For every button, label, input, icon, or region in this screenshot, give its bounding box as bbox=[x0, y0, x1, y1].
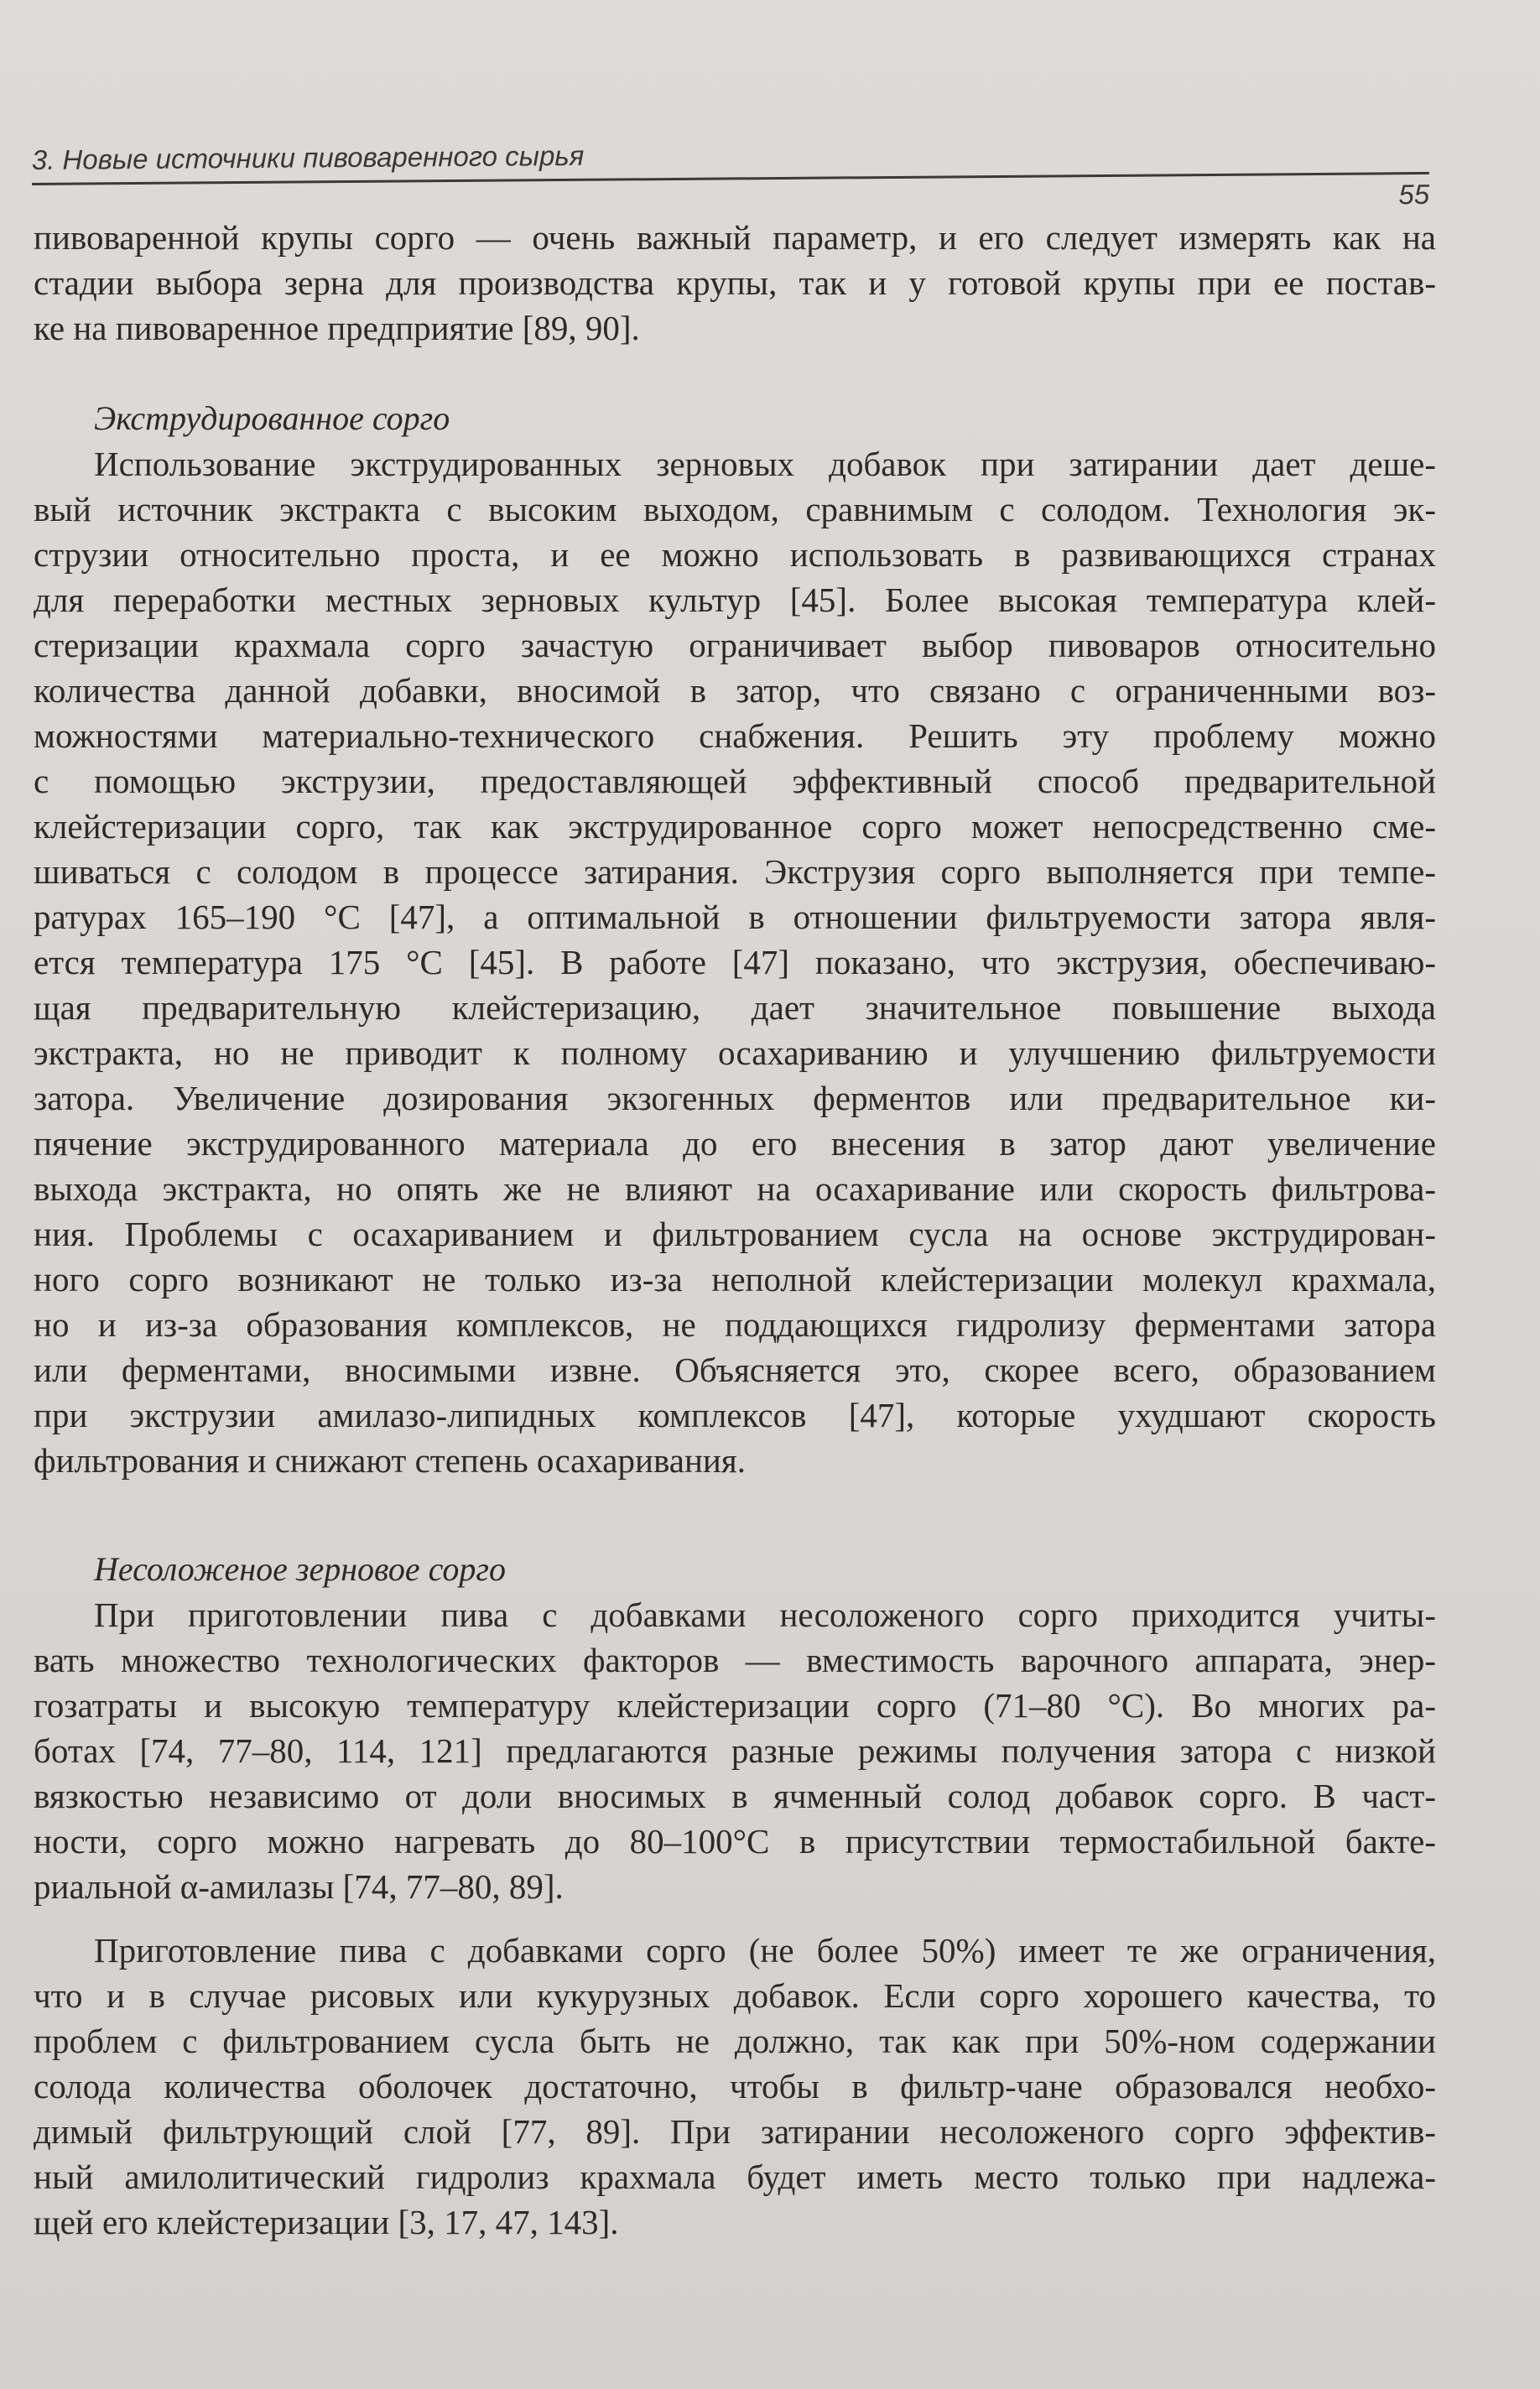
text-line: ке на пивоваренное предприятие [89, 90]. bbox=[34, 309, 640, 347]
text-line: количества данной добавки, вносимой в затор, что связано с ограниченными воз- bbox=[34, 671, 1436, 710]
text-line: солода количества оболочек достаточно, чтобы в фильтр-чане образовался необхо- bbox=[34, 2067, 1436, 2105]
text-line: фильтрования и снижают степень осахаривания. bbox=[34, 1441, 746, 1480]
text-line: для переработки местных зерновых культур [45]. Более высокая температура клей- bbox=[34, 580, 1436, 619]
text-line: что и в случае рисовых или кукурузных добавок. Если сорго хорошего качества, то bbox=[34, 1976, 1436, 2015]
text-line: При приготовлении пива с добавками несоложеного сорго приходится учиты- bbox=[94, 1595, 1436, 1634]
text-line: затора. Увеличение дозирования экзогенных ферментов или предварительное ки- bbox=[34, 1079, 1436, 1117]
text-line: с помощью экструзии, предоставляющей эффективный способ предварительной bbox=[34, 762, 1436, 800]
section-heading: Экструдированное сорго bbox=[94, 399, 450, 437]
text-line: гозатраты и высокую температуру клейстеризации сорго (71–80 °С). Во многих ра- bbox=[34, 1686, 1436, 1725]
section-extruded-sorghum bbox=[34, 396, 1436, 1483]
text-line: риальной α-амилазы [74, 77–80, 89]. bbox=[34, 1867, 564, 1906]
text-line: Использование экструдированных зерновых добавок при затирании дает деше- bbox=[94, 445, 1436, 483]
text-line: стадии выбора зерна для производства крупы, так и у готовой крупы при ее постав- bbox=[34, 263, 1436, 302]
page-number: 55 bbox=[1398, 178, 1430, 211]
text-line: струзии относительно проста, и ее можно использовать в развивающихся странах bbox=[34, 535, 1436, 574]
spacer bbox=[34, 351, 1436, 396]
text-line: вязкостью независимо от доли вносимых в ячменный солод добавок сорго. В част- bbox=[34, 1777, 1436, 1815]
text-line: пивоваренной крупы сорго — очень важный параметр, и его следует измерять как на bbox=[34, 218, 1436, 257]
text-line: ного сорго возникают не только из-за неполной клейстеризации молекул крахмала, bbox=[34, 1260, 1436, 1299]
text-line: ный амилолитический гидролиз крахмала будет иметь место только при надлежа- bbox=[34, 2157, 1436, 2196]
spacer bbox=[34, 1909, 1436, 1928]
text-line: пячение экструдированного материала до его внесения в затор дают увеличение bbox=[34, 1124, 1436, 1163]
text-line: димый фильтрующий слой [77, 89]. При затирании несоложеного сорго эффектив- bbox=[34, 2112, 1436, 2151]
text-line: можностями материально-технического снабжения. Решить эту проблему можно bbox=[34, 716, 1436, 755]
body-text bbox=[34, 215, 1436, 2245]
text-line: шиваться с солодом в процессе затирания. Экструзия сорго выполняется при темпе- bbox=[34, 852, 1436, 891]
text-line: клейстеризации сорго, так как экструдированное сорго может непосредственно сме- bbox=[34, 807, 1436, 846]
text-line: но и из-за образования комплексов, не поддающихся гидролизу ферментами затора bbox=[34, 1305, 1436, 1344]
text-line: при экструзии амилазо-липидных комплексов [47], которые ухудшают скорость bbox=[34, 1396, 1436, 1434]
running-head bbox=[31, 113, 1430, 211]
text-line: стеризации крахмала сорго зачастую ограничивает выбор пивоваров относительно bbox=[34, 626, 1436, 664]
intro-paragraph bbox=[34, 215, 1436, 351]
spacer bbox=[34, 1528, 1436, 1547]
chapter-title: 3. Новые источники пивоваренного сырья bbox=[31, 139, 585, 176]
text-line: проблем с фильтрованием сусла быть не должно, так как при 50%-ном содержании bbox=[34, 2022, 1436, 2060]
text-line: вый источник экстракта с высоким выходом, сравнимым с солодом. Технология эк- bbox=[34, 490, 1436, 528]
section-heading: Несоложеное зерновое сорго bbox=[94, 1550, 506, 1588]
text-line: ется температура 175 °С [45]. В работе [47] показано, что экструзия, обеспечиваю- bbox=[34, 943, 1436, 981]
text-line: или ферментами, вносимыми извне. Объясняется это, скорее всего, образованием bbox=[34, 1351, 1436, 1389]
text-line: ности, сорго можно нагревать до 80–100°С в присутствии термостабильной бакте- bbox=[34, 1822, 1436, 1861]
text-line: ратурах 165–190 °С [47], а оптимальной в отношении фильтруемости затора явля- bbox=[34, 898, 1436, 936]
text-line: щей его клейстеризации [3, 17, 47, 143]. bbox=[34, 2203, 619, 2241]
section-unmalted-sorghum bbox=[34, 1547, 1436, 2245]
spacer bbox=[34, 1483, 1436, 1528]
text-line: вать множество технологических факторов — вместимость варочного аппарата, энер- bbox=[34, 1641, 1436, 1679]
text-line: ботах [74, 77–80, 114, 121] предлагаются разные режимы получения затора с низкой bbox=[34, 1731, 1436, 1770]
text-line: экстракта, но не приводит к полному осахариванию и улучшению фильтруемости bbox=[34, 1033, 1436, 1072]
text-line: выхода экстракта, но опять же не влияют на осахаривание или скорость фильтрова- bbox=[34, 1169, 1436, 1208]
text-line: ния. Проблемы с осахариванием и фильтрованием сусла на основе экструдирован- bbox=[34, 1215, 1436, 1253]
text-line: Приготовление пива с добавками сорго (не более 50%) имеет те же ограничения, bbox=[94, 1931, 1436, 1970]
text-line: щая предварительную клейстеризацию, дает значительное повышение выхода bbox=[34, 988, 1436, 1027]
